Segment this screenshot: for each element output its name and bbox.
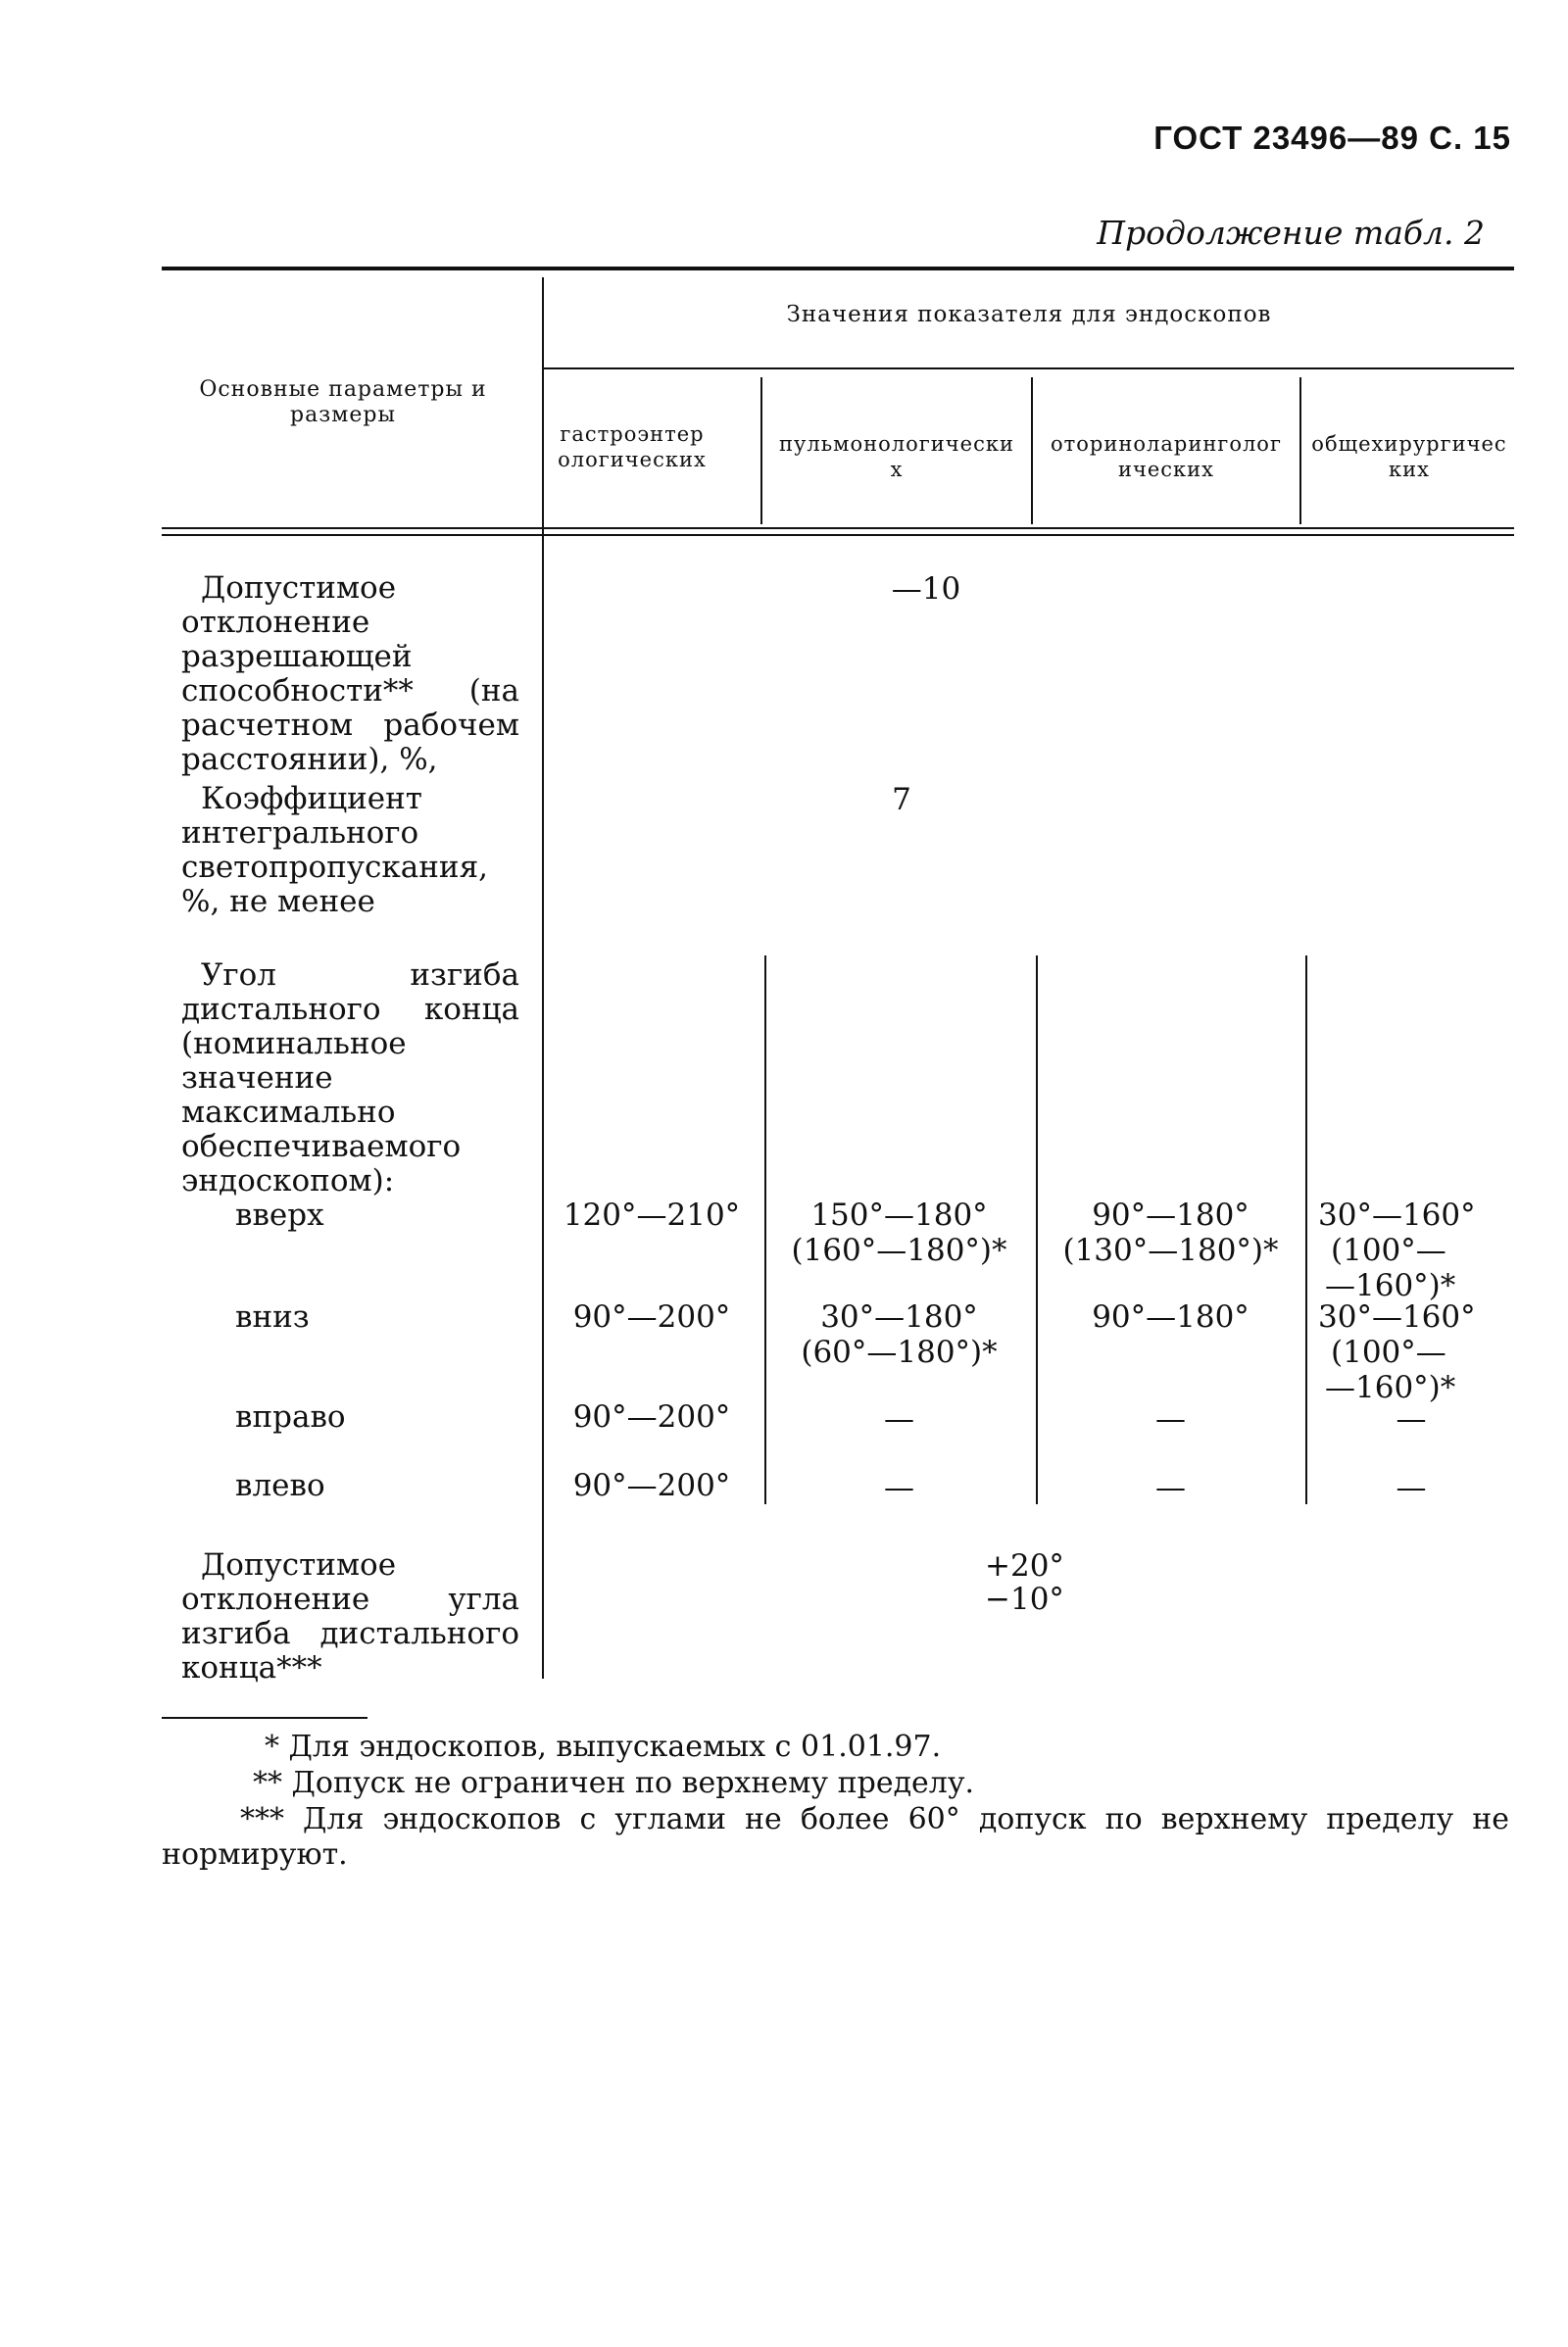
value-down-surg-a: 30°—160° — [1318, 1299, 1476, 1335]
header-col-divider-2 — [1031, 377, 1033, 524]
footnote-3: *** Для эндоскопов с углами не более 60° допуск по верхнему пределу не нормируют. — [162, 1802, 1509, 1872]
value-up-oto-b: (130°—180°)* — [1062, 1233, 1279, 1268]
value-left-surg: — — [1396, 1470, 1427, 1505]
value-down-pulmo-a: 30°—180° — [820, 1299, 978, 1335]
value-down-surg-b: (100°— — [1331, 1335, 1446, 1370]
table-top-rule — [162, 267, 1514, 270]
column-header-surgical: общехирургических — [1311, 432, 1507, 481]
value-down-pulmo-b: (60°—180°)* — [801, 1335, 998, 1370]
column-header-pulmo: пульмонологических — [779, 432, 1014, 481]
body-col-divider-3 — [1305, 955, 1307, 1504]
value-resolution-deviation: —10 — [891, 571, 961, 607]
value-down-oto-a: 90°—180° — [1092, 1299, 1250, 1335]
param-column-divider — [542, 277, 544, 1679]
value-left-pulmo: — — [884, 1470, 914, 1505]
value-up-surg-c: —160°)* — [1325, 1268, 1456, 1303]
row-label-left: влево — [235, 1468, 325, 1503]
row-label-up: вверх — [235, 1198, 324, 1233]
value-transmission: 7 — [892, 782, 911, 817]
value-angle-deviation-minus: −10° — [985, 1582, 1064, 1617]
footnote-separator — [162, 1717, 368, 1719]
value-angle-deviation-plus: +20° — [985, 1548, 1064, 1584]
page-header: ГОСТ 23496—89 С. 15 — [1153, 120, 1511, 156]
footnote-1: * Для эндоскопов, выпускаемых с 01.01.97. — [265, 1730, 942, 1764]
value-down-surg-c: —160°)* — [1325, 1370, 1456, 1405]
header-col-divider-1 — [760, 377, 762, 524]
value-right-gastro: 90°—200° — [572, 1399, 731, 1435]
value-left-gastro: 90°—200° — [572, 1468, 731, 1503]
value-right-surg: — — [1396, 1401, 1427, 1437]
header-bottom-rule-1 — [162, 527, 1514, 529]
value-right-pulmo: — — [884, 1401, 914, 1437]
value-right-oto: — — [1155, 1401, 1186, 1437]
body-col-divider-1 — [764, 955, 766, 1504]
row-label-bend-angle: Угол изгиба дистального конца (номинальное значение максимально обеспечиваемого эндоскопом): — [181, 957, 519, 1198]
value-up-pulmo-a: 150°—180° — [810, 1198, 988, 1233]
group-header-rule — [544, 367, 1514, 369]
param-column-header: Основные параметры и размеры — [199, 377, 487, 427]
value-left-oto: — — [1155, 1470, 1186, 1505]
header-col-divider-3 — [1299, 377, 1301, 524]
row-label-angle-deviation: Допустимое отклонение угла изгиба дистального конца*** — [181, 1547, 519, 1686]
value-down-gastro: 90°—200° — [572, 1299, 731, 1335]
value-up-pulmo-b: (160°—180°)* — [791, 1233, 1007, 1268]
group-header: Значения показателя для эндоскопов — [786, 302, 1272, 327]
row-label-resolution-deviation: Допустимое отклонение разрешающей способности** (на расчетном рабочем расстоянии), %, — [181, 570, 519, 777]
value-up-gastro: 120°—210° — [563, 1198, 741, 1233]
footnote-2: ** Допуск не ограничен по верхнему пределу. — [253, 1766, 975, 1800]
row-label-transmission: Коэффициент интегрального светопропускания, %, не менее — [181, 781, 488, 919]
column-header-oto: оториноларингологических — [1051, 432, 1282, 481]
value-up-surg-a: 30°—160° — [1318, 1198, 1476, 1233]
value-up-oto-a: 90°—180° — [1092, 1198, 1250, 1233]
table-continuation-label: Продолжение табл. 2 — [1097, 214, 1485, 252]
column-header-gastro: гастроэнтерологических — [558, 422, 707, 471]
header-bottom-rule-2 — [162, 534, 1514, 536]
body-col-divider-2 — [1036, 955, 1038, 1504]
row-label-down: вниз — [235, 1299, 310, 1335]
row-label-right: вправо — [235, 1399, 346, 1435]
value-up-surg-b: (100°— — [1331, 1233, 1446, 1268]
